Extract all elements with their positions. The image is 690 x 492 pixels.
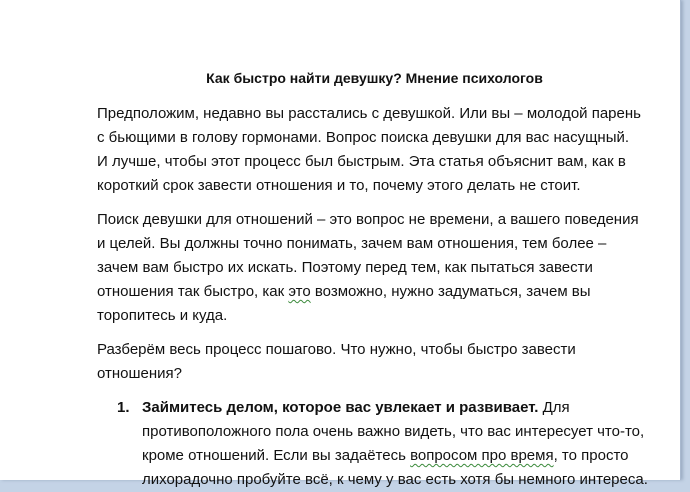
text-fragment: возможно, нужно задуматься, зачем вы [310,283,591,300]
text-line: и целей. Вы должны точно понимать, зачем вам отношения, тем более – [97,235,607,252]
text-line: Разберём весь процесс пошагово. Что нужно, чтобы быстро завести [97,341,576,358]
grammar-marked-phrase: вопросом про время [410,447,554,464]
text-fragment: отношения так быстро, как [97,283,289,300]
list-heading: Займитесь делом, которое вас увлекает и развивает. [142,399,539,416]
text-line: Поиск девушки для отношений – это вопрос не времени, а вашего поведения [97,211,639,228]
text-fragment: Для [538,399,570,416]
text-line: короткий срок завести отношения и то, почему этого делать не стоит. [97,177,581,194]
text-line [142,444,657,468]
text-line: противоположного пола очень важно видеть, что вас интересует что-то, [142,423,645,440]
text-line: с бьющими в голову гормонами. Вопрос поиска девушки для вас насущный. [97,129,630,146]
text-line [97,280,657,304]
text-fragment: кроме отношений. Если вы задаётесь [142,447,411,464]
list-number: 1. [117,399,130,416]
text-line: зачем вам быстро их искать. Поэтому перед тем, как пытаться завести [97,259,593,276]
document-title: Как быстро найти девушку? Мнение психологов [206,70,543,86]
text-line: отношения? [97,365,183,382]
paragraph-steps-intro [97,338,657,386]
text-line: Предположим, недавно вы расстались с девушкой. Или вы – молодой парень [97,105,641,122]
text-line [142,396,657,420]
text-fragment: , то просто [553,447,629,464]
text-line: И лучше, чтобы этот процесс был быстрым. Эта статья объяснит вам, как в [97,153,626,170]
grammar-marked-word: это [288,283,311,300]
list-item [117,396,657,492]
document-body [97,68,657,492]
paragraph-intro [97,102,657,198]
text-line: торопитесь и куда. [97,307,228,324]
paragraph-search [97,208,657,328]
text-line: лихорадочно пробуйте всё, к чему у вас есть хотя бы немного интереса. [142,471,648,488]
